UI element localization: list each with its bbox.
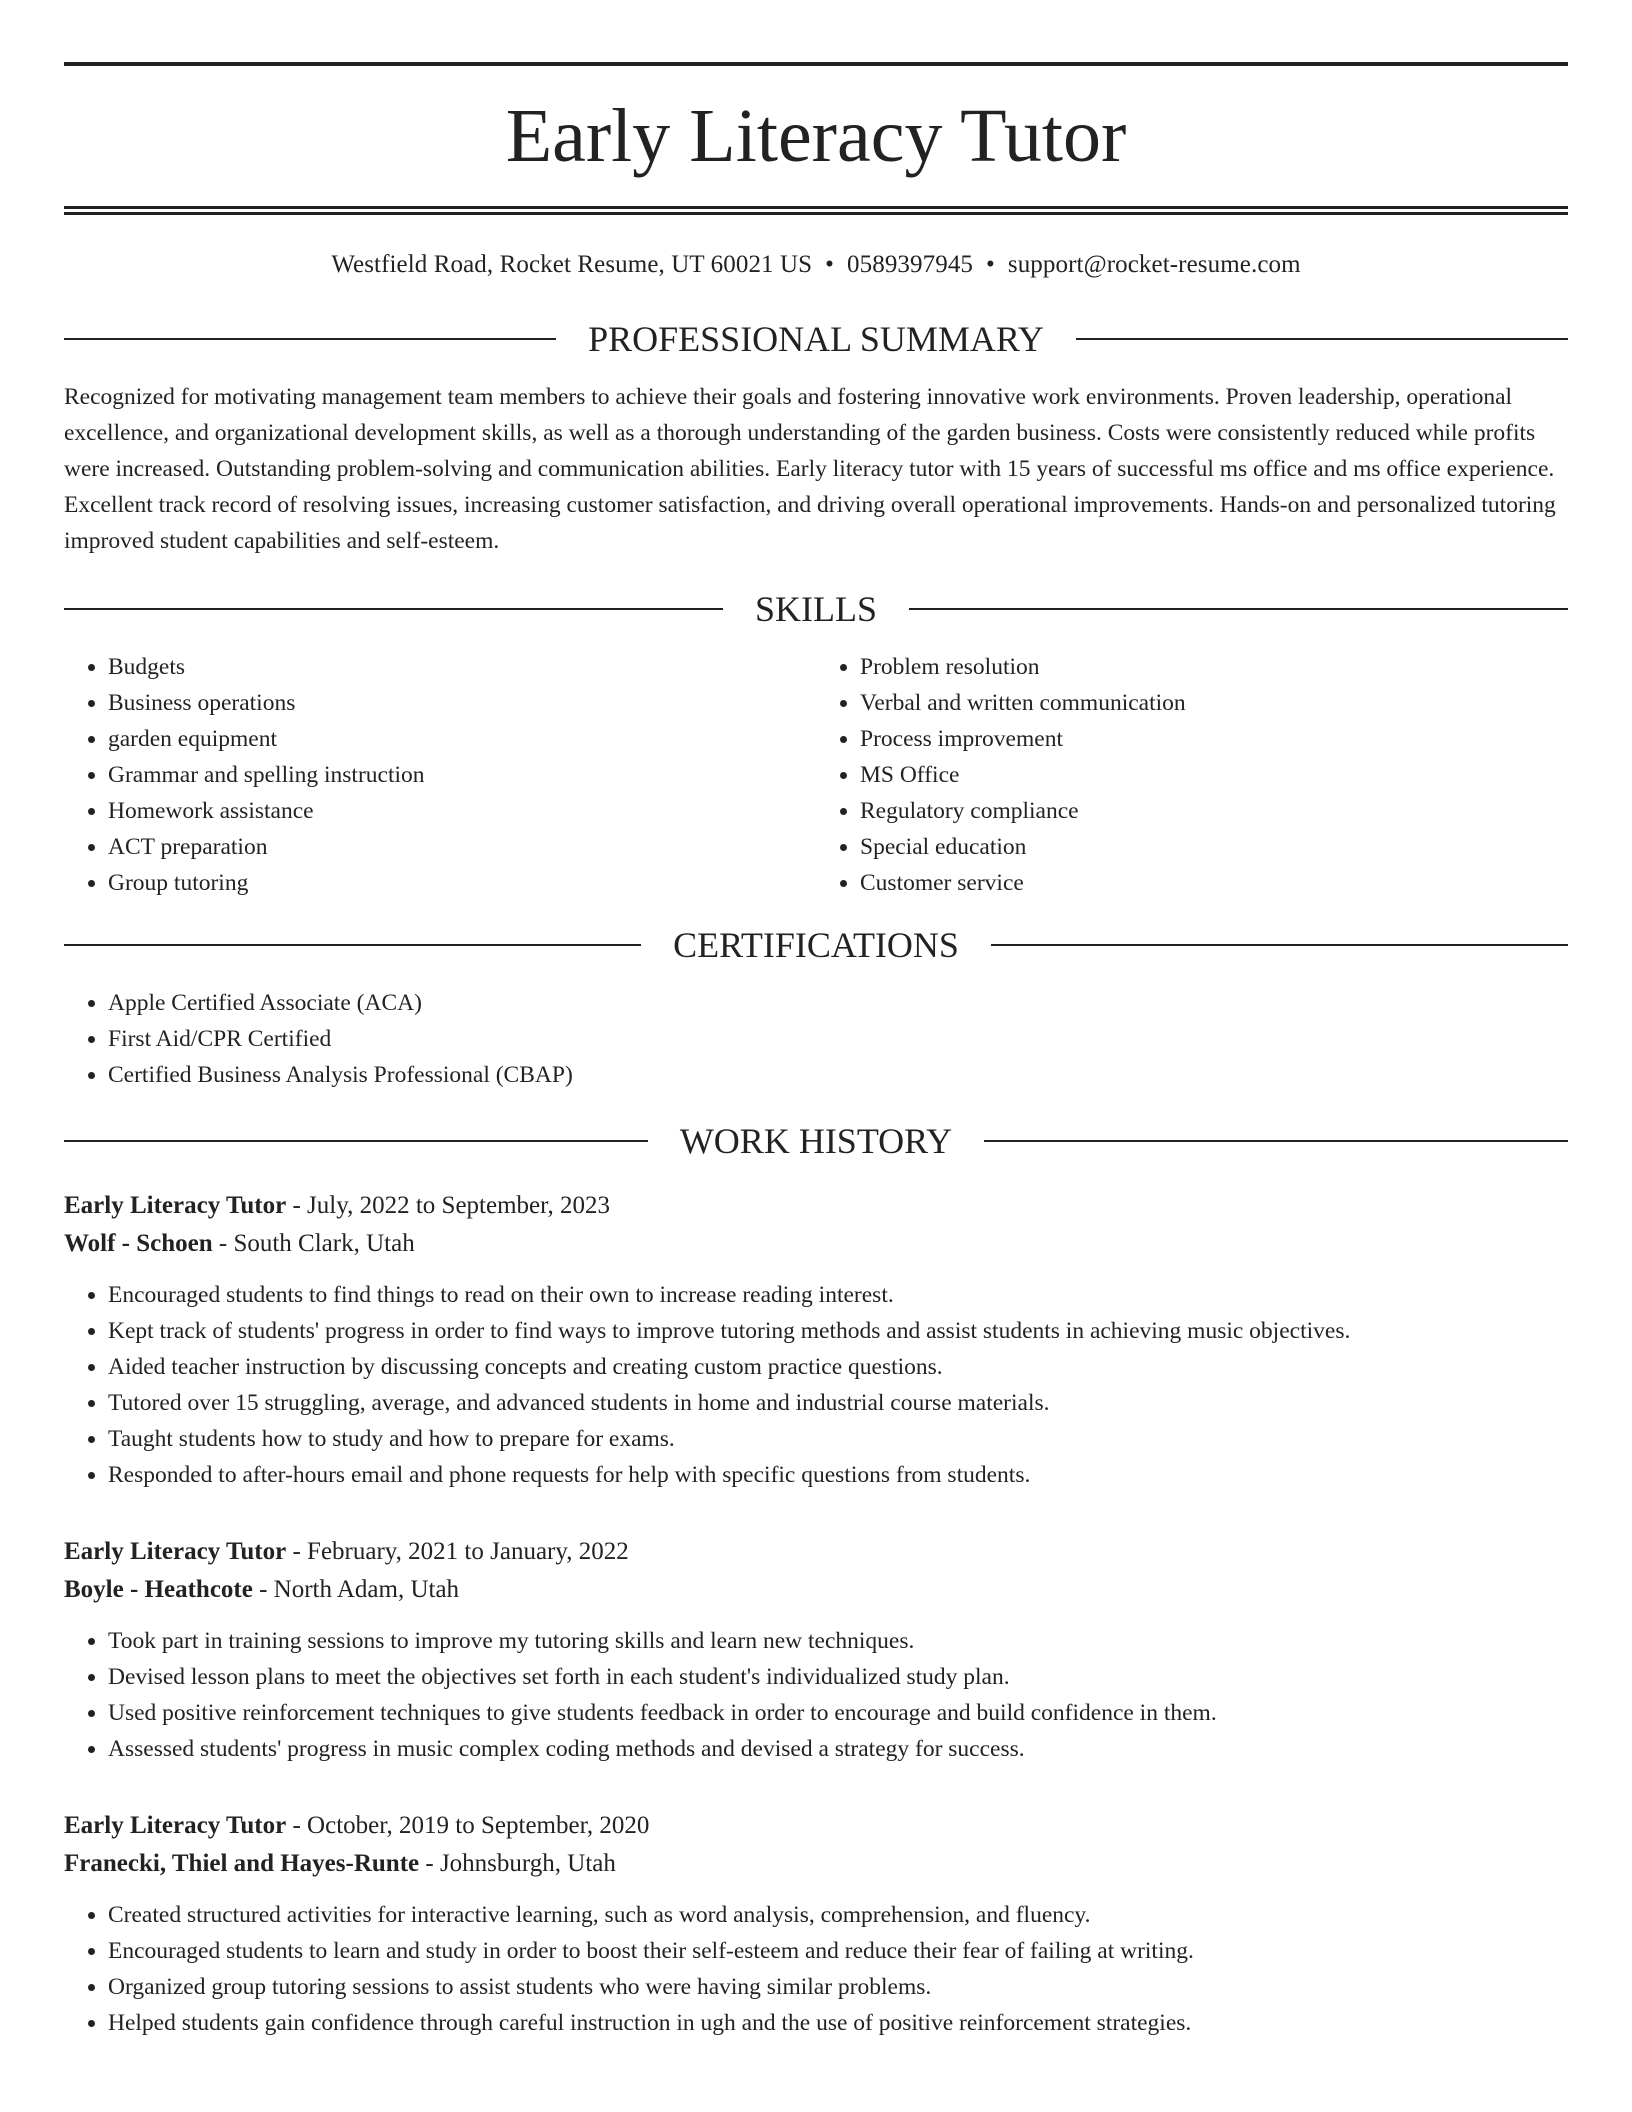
job-dates: - October, 2019 to September, 2020 [286, 1812, 650, 1839]
job-bullet: • Devised lesson plans to meet the objectives set forth in each student's individualized study plan. [108, 1659, 1568, 1695]
job-location: - Johnsburgh, Utah [419, 1850, 616, 1877]
job-role: Early Literacy Tutor [64, 1192, 287, 1219]
section-rule [64, 944, 641, 946]
skill-item: • Verbal and written communication [860, 685, 1568, 721]
job-company: Wolf - Schoen [64, 1230, 213, 1257]
job-bullet: • Organized group tutoring sessions to assist students who were having similar problems. [108, 1969, 1568, 2005]
job-bullet: • Encouraged students to learn and study in order to boost their self-esteem and reduce their fear of failing at writing. [108, 1933, 1568, 1969]
skill-item: • Budgets [108, 649, 816, 685]
summary-section-title: PROFESSIONAL SUMMARY [588, 319, 1044, 359]
contact-address: Westfield Road, Rocket Resume, UT 60021 US [331, 251, 813, 278]
section-rule [984, 1140, 1568, 1142]
job-location: - South Clark, Utah [212, 1230, 415, 1257]
skills-list-right [816, 649, 1568, 901]
job-bullet: • Aided teacher instruction by discussing concepts and creating custom practice questions. [108, 1349, 1568, 1385]
skill-item: • Special education [860, 829, 1568, 865]
skill-item: • Problem resolution [860, 649, 1568, 685]
certifications-section-header [64, 923, 1568, 967]
summary-section-header [64, 317, 1568, 361]
job-entry [64, 1533, 1568, 1767]
section-rule [64, 1140, 648, 1142]
job-bullet: • Kept track of students' progress in order to find ways to improve tutoring methods and assist students in achieving music objectives. [108, 1313, 1568, 1349]
job-bullets [64, 1897, 1568, 2041]
contact-separator: • [986, 251, 995, 278]
contact-email: support@rocket-resume.com [1007, 251, 1301, 278]
certification-item: • Apple Certified Associate (ACA) [108, 985, 1568, 1021]
skill-item: • garden equipment [108, 721, 816, 757]
certification-item: • Certified Business Analysis Professional (CBAP) [108, 1057, 1568, 1093]
skill-item: • ACT preparation [108, 829, 816, 865]
header-double-rule [64, 206, 1568, 215]
job-role: Early Literacy Tutor [64, 1812, 287, 1839]
job-entry [64, 1187, 1568, 1493]
job-bullet: • Used positive reinforcement techniques to give students feedback in order to encourage and build confidence in them. [108, 1695, 1568, 1731]
skills-list-left [64, 649, 816, 901]
job-entry [64, 1807, 1568, 2041]
job-bullets [64, 1623, 1568, 1767]
work-section-title: WORK HISTORY [679, 1121, 953, 1161]
contact-separator: • [825, 251, 835, 278]
certification-item: • First Aid/CPR Certified [108, 1021, 1568, 1057]
job-title-line [64, 1807, 1568, 1845]
job-company-line [64, 1845, 1568, 1883]
skills-section-header [64, 587, 1568, 631]
job-dates: - February, 2021 to January, 2022 [286, 1538, 629, 1565]
section-rule [991, 944, 1568, 946]
section-rule [1076, 338, 1568, 340]
job-company: Franecki, Thiel and Hayes-Runte [64, 1850, 420, 1877]
job-bullet: • Took part in training sessions to improve my tutoring skills and learn new techniques. [108, 1623, 1568, 1659]
skill-item: • Process improvement [860, 721, 1568, 757]
skill-item: • Homework assistance [108, 793, 816, 829]
summary-text: Recognized for motivating management team members to achieve their goals and fostering innovative work environments. Proven leadership, operational excellence, and organizational development skills, as well as a thorough understanding of the garden business. Costs were consistently reduced while profits were increased. Outstanding problem-solving and communication abilities. Early literacy tutor with 15 years of successful ms office and ms office experience. Excellent track record of resolving issues, increasing customer satisfaction, and driving overall operational improvements. Hands-on and personalized tutoring improved student capabilities and self-esteem. [64, 384, 1556, 554]
certifications-list [64, 985, 1568, 1093]
job-dates: - July, 2022 to September, 2023 [286, 1192, 610, 1219]
job-role: Early Literacy Tutor [64, 1538, 287, 1565]
job-company-line [64, 1225, 1568, 1263]
skill-item: • Group tutoring [108, 865, 816, 901]
job-bullet: • Assessed students' progress in music complex coding methods and devised a strategy for success. [108, 1731, 1568, 1767]
job-company-line [64, 1571, 1568, 1609]
job-bullet: • Helped students gain confidence through careful instruction in ugh and the use of positive reinforcement strategies. [108, 2005, 1568, 2041]
contact-phone: 0589397945 [847, 251, 974, 278]
section-rule [64, 608, 723, 610]
work-section-header [64, 1119, 1568, 1163]
job-title-line [64, 1533, 1568, 1571]
job-bullets [64, 1277, 1568, 1493]
job-bullet: • Tutored over 15 struggling, average, and advanced students in home and industrial course materials. [108, 1385, 1568, 1421]
contact-line [64, 251, 1568, 279]
skills-columns [64, 649, 1568, 901]
skill-item: • Business operations [108, 685, 816, 721]
skill-item: • MS Office [860, 757, 1568, 793]
job-bullet: • Taught students how to study and how to prepare for exams. [108, 1421, 1568, 1457]
skill-item: • Customer service [860, 865, 1568, 901]
section-rule [64, 338, 556, 340]
job-bullet: • Encouraged students to find things to read on their own to increase reading interest. [108, 1277, 1568, 1313]
page-title: Early Literacy Tutor [505, 94, 1127, 178]
skill-item: • Regulatory compliance [860, 793, 1568, 829]
certifications-section-title: CERTIFICATIONS [673, 925, 959, 965]
section-rule [909, 608, 1568, 610]
job-location: - North Adam, Utah [252, 1576, 460, 1603]
job-title-line [64, 1187, 1568, 1225]
skills-section-title: SKILLS [755, 589, 878, 629]
skill-item: • Grammar and spelling instruction [108, 757, 816, 793]
job-bullet: • Created structured activities for interactive learning, such as word analysis, comprehension, and fluency. [108, 1897, 1568, 1933]
job-company: Boyle - Heathcote [64, 1576, 253, 1603]
job-bullet: • Responded to after-hours email and phone requests for help with specific questions from students. [108, 1457, 1568, 1493]
